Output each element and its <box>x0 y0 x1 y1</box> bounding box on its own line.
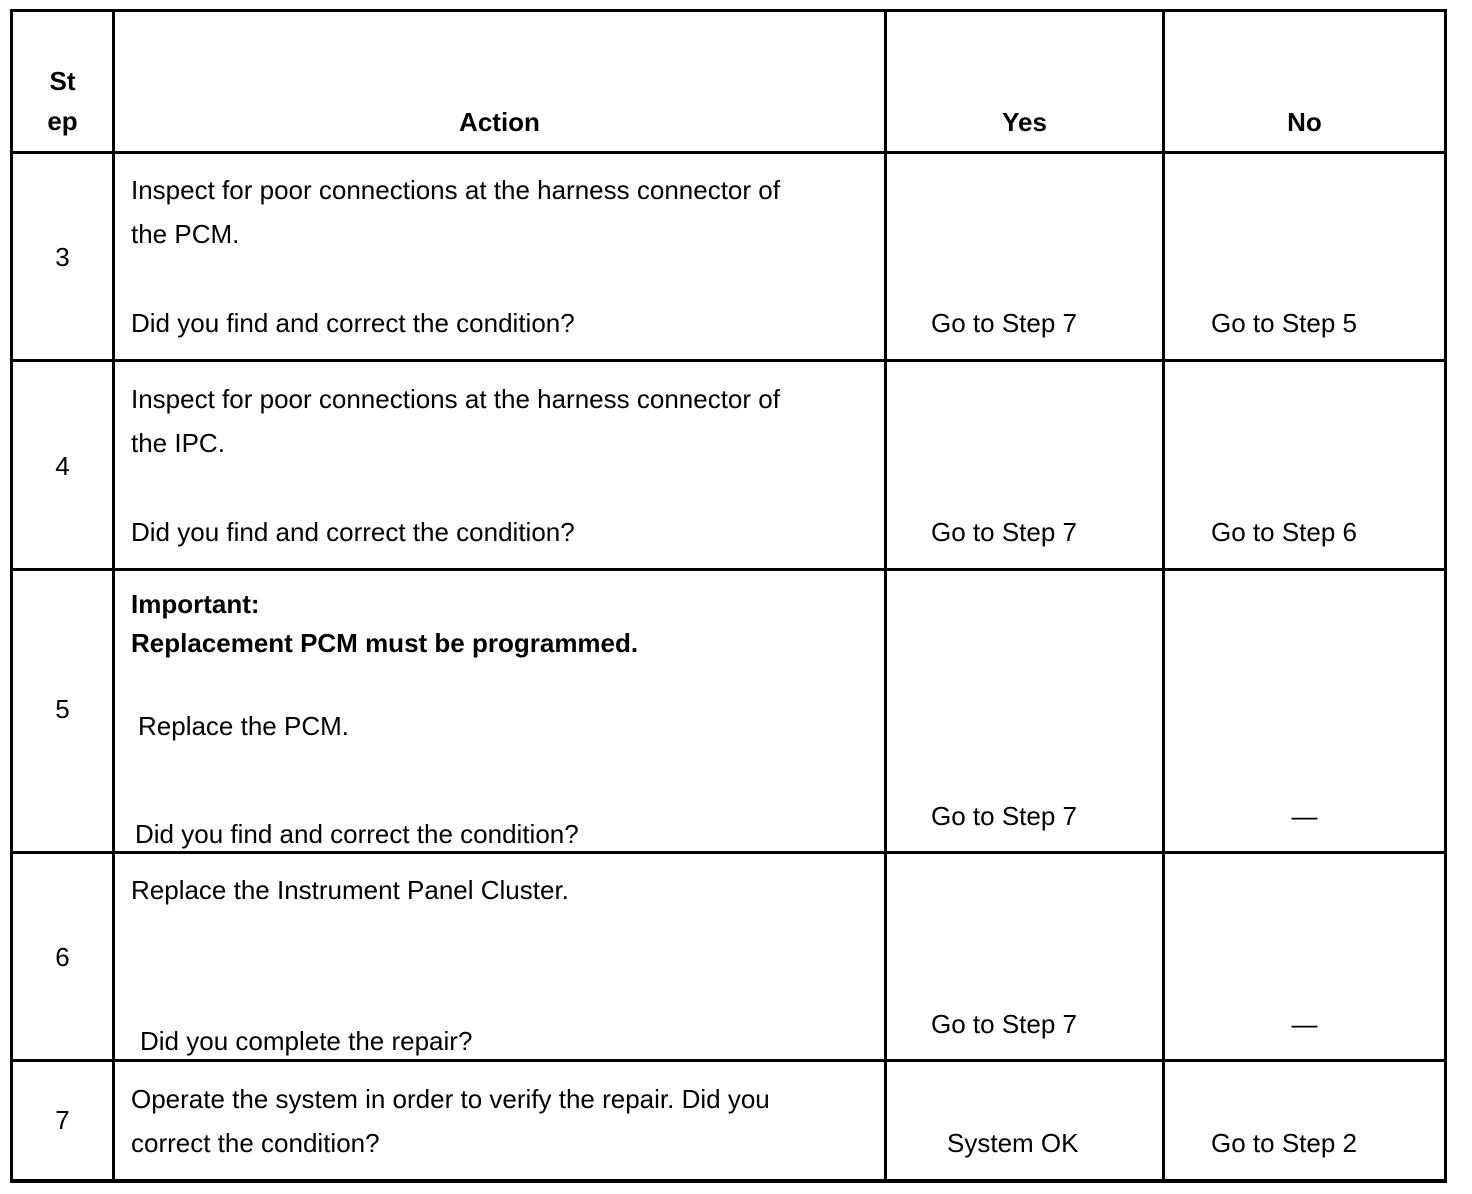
column-divider <box>112 9 115 1183</box>
step-number: 7 <box>55 1105 70 1135</box>
yes-result: System OK <box>947 1128 1079 1158</box>
table-border-top <box>10 9 1447 12</box>
action-question: Did you find and correct the condition? <box>131 517 575 547</box>
header-step <box>13 61 112 141</box>
action-question: Did you find and correct the condition? <box>135 819 579 849</box>
no-result: Go to Step 6 <box>1211 517 1357 547</box>
action-text: Operate the system in order to verify the repair. Did you <box>131 1084 770 1114</box>
step-number: 6 <box>55 942 70 972</box>
important-note: Replacement PCM must be programmed. <box>131 628 639 658</box>
action-text: Replace the PCM. <box>138 711 349 741</box>
table-border-left <box>10 9 13 1183</box>
yes-result: Go to Step 7 <box>931 308 1077 338</box>
action-text: correct the condition? <box>131 1128 380 1158</box>
no-result: — <box>1291 801 1318 831</box>
no-result: Go to Step 2 <box>1211 1128 1357 1158</box>
column-divider <box>884 9 887 1183</box>
action-text: the PCM. <box>131 219 240 249</box>
no-result: Go to Step 5 <box>1211 308 1357 338</box>
yes-result: Go to Step 7 <box>931 801 1077 831</box>
diagnostic-table <box>10 9 1447 1183</box>
action-text: Replace the Instrument Panel Cluster. <box>131 875 569 905</box>
step-number: 4 <box>55 451 70 481</box>
action-question: Did you complete the repair? <box>140 1026 473 1056</box>
yes-result: Go to Step 7 <box>931 1009 1077 1039</box>
header-action: Action <box>459 107 540 137</box>
table-border-right <box>1444 9 1447 1183</box>
header-step-line1: St <box>49 66 76 96</box>
table-border-bottom <box>10 1179 1447 1183</box>
header-yes: Yes <box>1002 107 1047 137</box>
row-divider <box>10 568 1447 571</box>
action-text: Inspect for poor connections at the harness connector of <box>131 384 780 414</box>
action-question: Did you find and correct the condition? <box>131 308 575 338</box>
action-text: the IPC. <box>131 428 225 458</box>
row-divider <box>10 359 1447 362</box>
action-text: Inspect for poor connections at the harness connector of <box>131 175 780 205</box>
header-no: No <box>1287 107 1322 137</box>
step-number: 5 <box>55 694 70 724</box>
header-divider <box>10 151 1447 154</box>
important-label: Important: <box>131 589 260 619</box>
yes-result: Go to Step 7 <box>931 517 1077 547</box>
header-step-line2: ep <box>47 106 78 136</box>
no-result: — <box>1291 1009 1318 1039</box>
step-number: 3 <box>55 242 70 272</box>
